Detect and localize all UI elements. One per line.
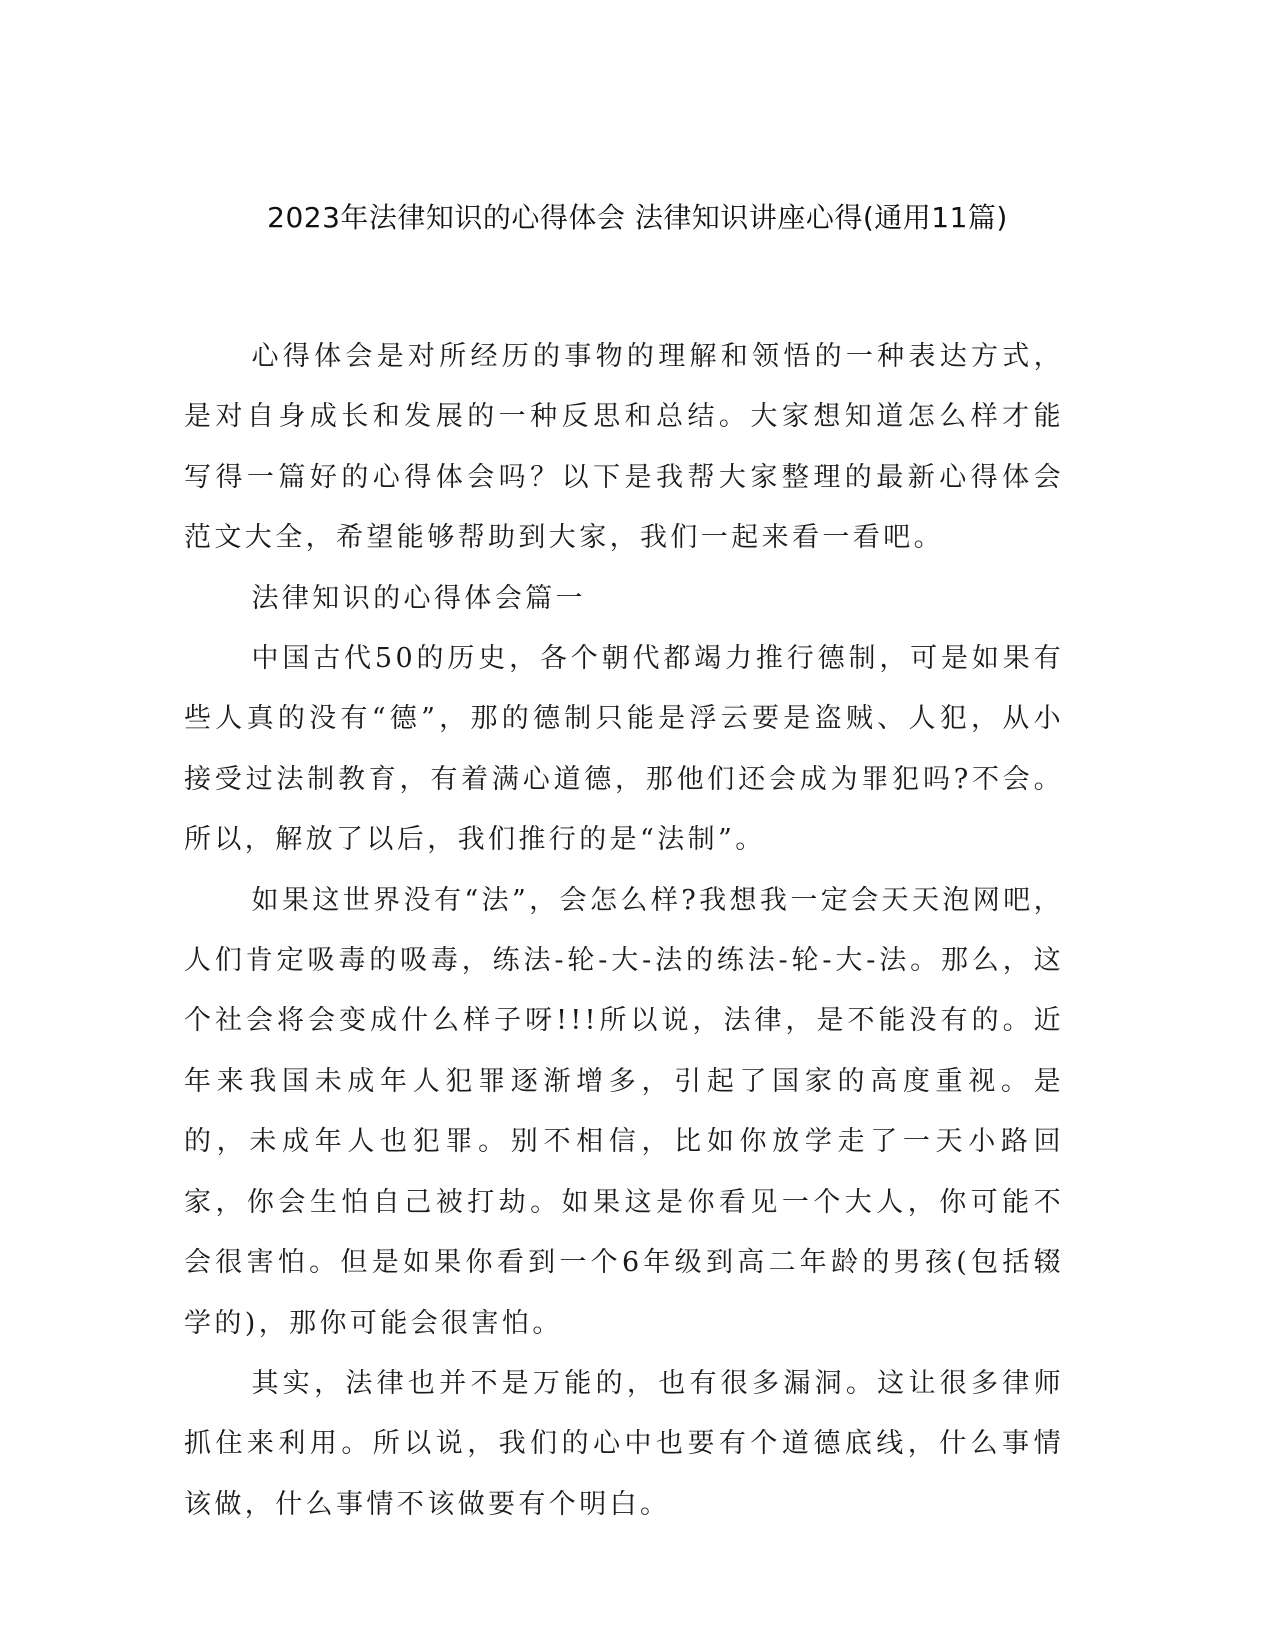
paragraph: 中国古代50的历史，各个朝代都竭力推行德制，可是如果有些人真的没有“德”，那的德制只能是浮云要是盗贼、人犯，从小接受过法制教育，有着满心道德，那他们还会成为罪犯吗?不会。所以，解放了以后，我们推行的是“法制”。 xyxy=(184,643,1064,856)
paragraph: 其实，法律也并不是万能的，也有很多漏洞。这让很多律师抓住来利用。所以说，我们的心中也要有个道德底线，什么事情该做，什么事情不该做要有个明白。 xyxy=(184,1367,1064,1520)
document-title: 2023年法律知识的心得体会 法律知识讲座心得(通用11篇) xyxy=(267,201,1008,234)
document-body xyxy=(184,327,1064,1535)
section-heading: 法律知识的心得体会篇一 xyxy=(251,582,586,614)
paragraph-intro: 心得体会是对所经历的事物的理解和领悟的一种表达方式，是对自身成长和发展的一种反思和总结。大家想知道怎么样才能写得一篇好的心得体会吗？以下是我帮大家整理的最新心得体会范文大全，希望能够帮助到大家，我们一起来看一看吧。 xyxy=(184,341,1064,554)
paragraph: 如果这世界没有“法”，会怎么样?我想我一定会天天泡网吧，人们肯定吸毒的吸毒，练法-轮-大-法的练法-轮-大-法。那么，这个社会将会变成什么样子呀!!!所以说，法律，是不能没有的。近年来我国未成年人犯罪逐渐增多，引起了国家的高度重视。是的，未成年人也犯罪。别不相信，比如你放学走了一天小路回家，你会生怕自己被打劫。如果这是你看见一个大人，你可能不会很害怕。但是如果你看到一个6年级到高二年龄的男孩(包括辍学的)，那你可能会很害怕。 xyxy=(184,884,1064,1339)
